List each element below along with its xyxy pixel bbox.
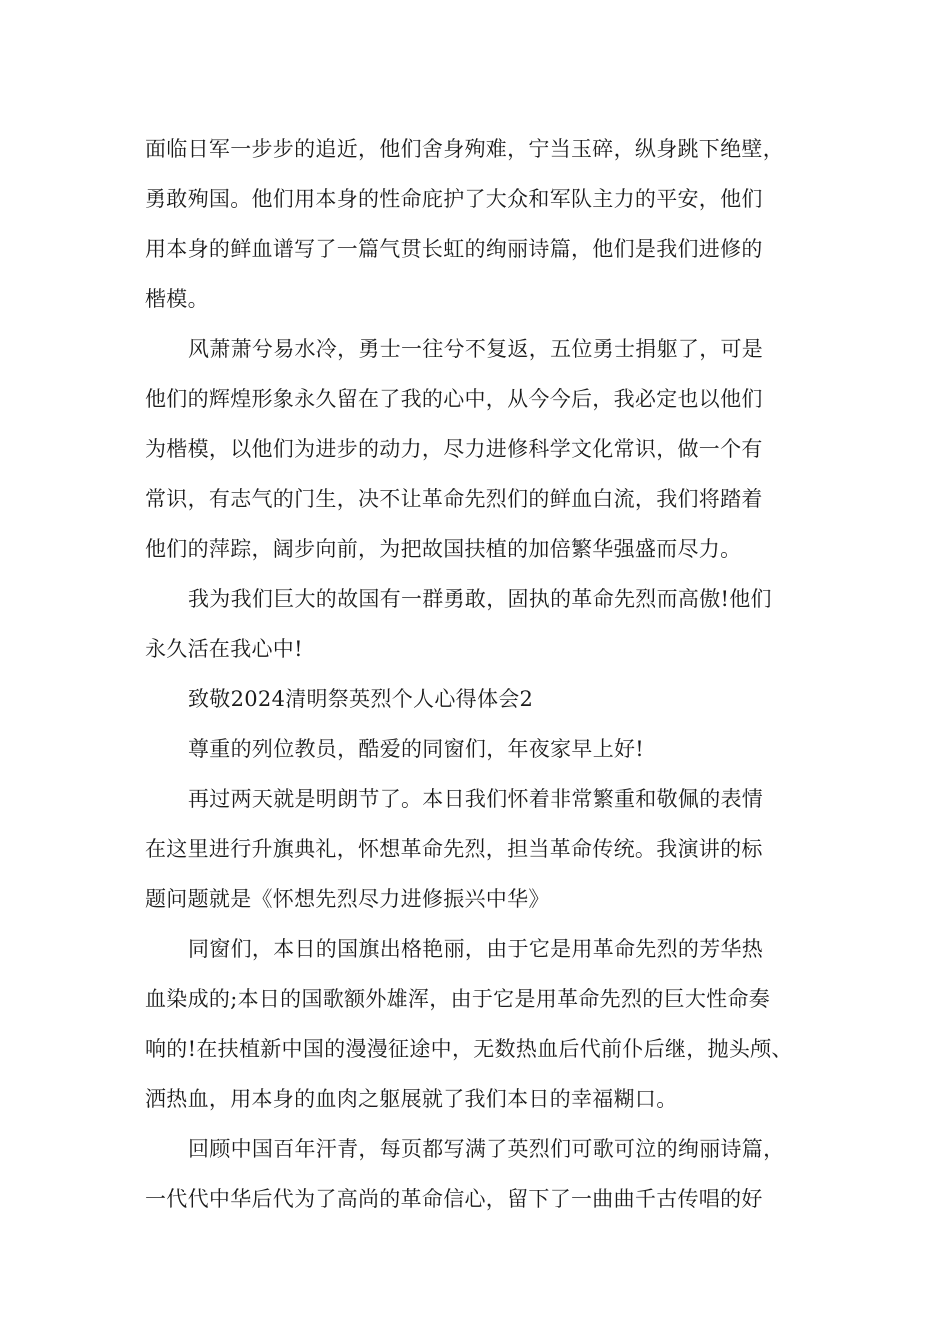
paragraph-3 [145,574,810,674]
text-line: 响的!在扶植新中国的漫漫征途中，无数热血后代前仆后继，抛头颅、 [145,1037,793,1061]
text-line: 面临日军一步步的追近，他们舍身殉难，宁当玉碎，纵身跳下绝壁， [145,137,784,161]
greeting [145,724,810,774]
heading-line: 致敬2024清明祭英烈个人心得体会2 [188,687,534,711]
paragraph-4 [145,774,810,924]
text-line: 再过两天就是明朗节了。本日我们怀着非常繁重和敬佩的表情 [188,787,764,811]
text-line: 用本身的鲜血谱写了一篇气贯长虹的绚丽诗篇，他们是我们进修的 [145,237,763,261]
document-body [145,124,810,1224]
text-line: 一代代中华后代为了高尚的革命信心，留下了一曲曲千古传唱的好 [145,1187,763,1211]
paragraph-6 [145,1124,810,1224]
text-line: 风萧萧兮易水冷，勇士一往兮不复返，五位勇士捐躯了，可是 [188,337,764,361]
text-line: 常识，有志气的门生，决不让革命先烈们的鲜血白流，我们将踏着 [145,487,763,511]
text-line: 我为我们巨大的故国有一群勇敢，固执的革命先烈而高傲!他们 [188,587,772,611]
text-line: 永久活在我心中! [145,637,303,661]
text-line: 勇敢殉国。他们用本身的性命庇护了大众和军队主力的平安，他们 [145,187,763,211]
paragraph-1 [145,124,810,324]
text-line: 为楷模，以他们为进步的动力，尽力进修科学文化常识，做一个有 [145,437,763,461]
text-line: 楷模。 [145,287,209,311]
text-line: 尊重的列位教员，酷爱的同窗们，年夜家早上好! [188,737,645,761]
text-line: 题问题就是《怀想先烈尽力进修振兴中华》 [145,887,550,911]
text-line: 洒热血，用本身的血肉之躯展就了我们本日的幸福糊口。 [145,1087,678,1111]
text-line: 他们的萍踪，阔步向前，为把故国扶植的加倍繁华强盛而尽力。 [145,537,742,561]
text-line: 同窗们，本日的国旗出格艳丽，由于它是用革命先烈的芳华热 [188,937,764,961]
text-line: 血染成的;本日的国歌额外雄浑，由于它是用革命先烈的巨大性命奏 [145,987,771,1011]
text-line: 在这里进行升旗典礼，怀想革命先烈，担当革命传统。我演讲的标 [145,837,763,861]
paragraph-5 [145,924,810,1124]
text-line: 他们的辉煌形象永久留在了我的心中，从今今后，我必定也以他们 [145,387,763,411]
paragraph-2 [145,324,810,574]
text-line: 回顾中国百年汗青，每页都写满了英烈们可歌可泣的绚丽诗篇， [188,1137,785,1161]
section-heading [145,674,810,724]
